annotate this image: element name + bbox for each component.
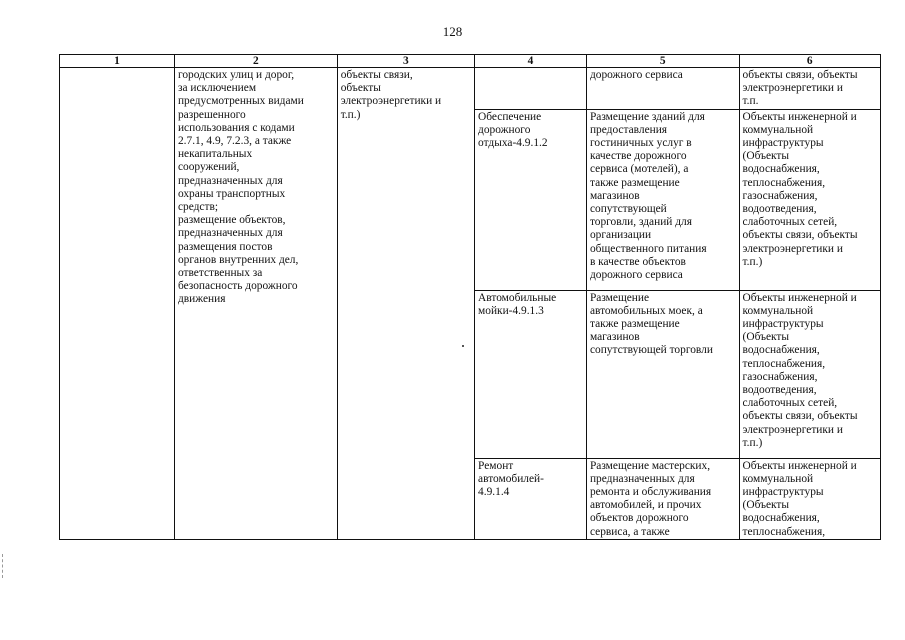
row1-col4 (475, 68, 587, 110)
row2-col5: Размещение зданий для предоставления гостиничных услуг в качестве дорожного сервиса (мотелей), а также размещение магазинов сопутствующей торговли, зданий для организации общественного питания в качестве объектов дорожного сервиса (586, 109, 739, 290)
row3-col4: Автомобильные мойки-4.9.1.3 (475, 290, 587, 458)
row4-col4: Ремонт автомобилей- 4.9.1.4 (475, 458, 587, 539)
header-col-5: 5 (586, 55, 739, 68)
col2-cell (174, 68, 337, 540)
row4-col5: Размещение мастерских, предназначенных для ремонта и обслуживания автомобилей, и прочих объектов дорожного сервиса, а также (586, 458, 739, 539)
row1-col6: объекты связи, объекты электроэнергетики и т.п. (739, 68, 880, 110)
header-col-4: 4 (475, 55, 587, 68)
col2-text: городских улиц и дорог, за исключением предусмотренных видами разрешенного использования с кодами 2.7.1, 4.9, 7.2.3, а также некапитальных сооружений, предназначенных для охраны транспортных средств; размещение объектов, предназначенных для размещения постов органов внутренних дел, ответственных за безопасность дорожного движения (177, 69, 304, 306)
header-col-1: 1 (60, 55, 175, 68)
col3-cell (337, 68, 474, 540)
row4-col6: Объекты инженерной и коммунальной инфраструктуры (Объекты водоснабжения, теплоснабжения, (739, 458, 880, 539)
row2-col6: Объекты инженерной и коммунальной инфраструктуры (Объекты водоснабжения, теплоснабжения, газоснабжения, водоотведения, слаботочных сетей, объекты связи, объекты электроэнергетики и т.п.) (739, 109, 880, 290)
row2-col4: Обеспечение дорожного отдыха-4.9.1.2 (475, 109, 587, 290)
header-col-2: 2 (174, 55, 337, 68)
page-number: 128 (442, 24, 463, 39)
land-use-table (59, 54, 881, 540)
scan-speck (462, 345, 464, 347)
header-col-6: 6 (739, 55, 880, 68)
row3-col6: Объекты инженерной и коммунальной инфраструктуры (Объекты водоснабжения, теплоснабжения, газоснабжения, водоотведения, слаботочных сетей, объекты связи, объекты электроэнергетики и т.п.) (739, 290, 880, 458)
col1-cell (60, 68, 175, 540)
table-row (60, 68, 881, 110)
row3-col5: Размещение автомобильных моек, а также размещение магазинов сопутствующей торговли (586, 290, 739, 458)
scan-edge-mark (2, 554, 7, 578)
header-row (60, 55, 881, 68)
row1-col5: дорожного сервиса (586, 68, 739, 110)
header-col-3: 3 (337, 55, 474, 68)
col3-text: объекты связи, объекты электроэнергетики и т.п.) (340, 69, 442, 121)
